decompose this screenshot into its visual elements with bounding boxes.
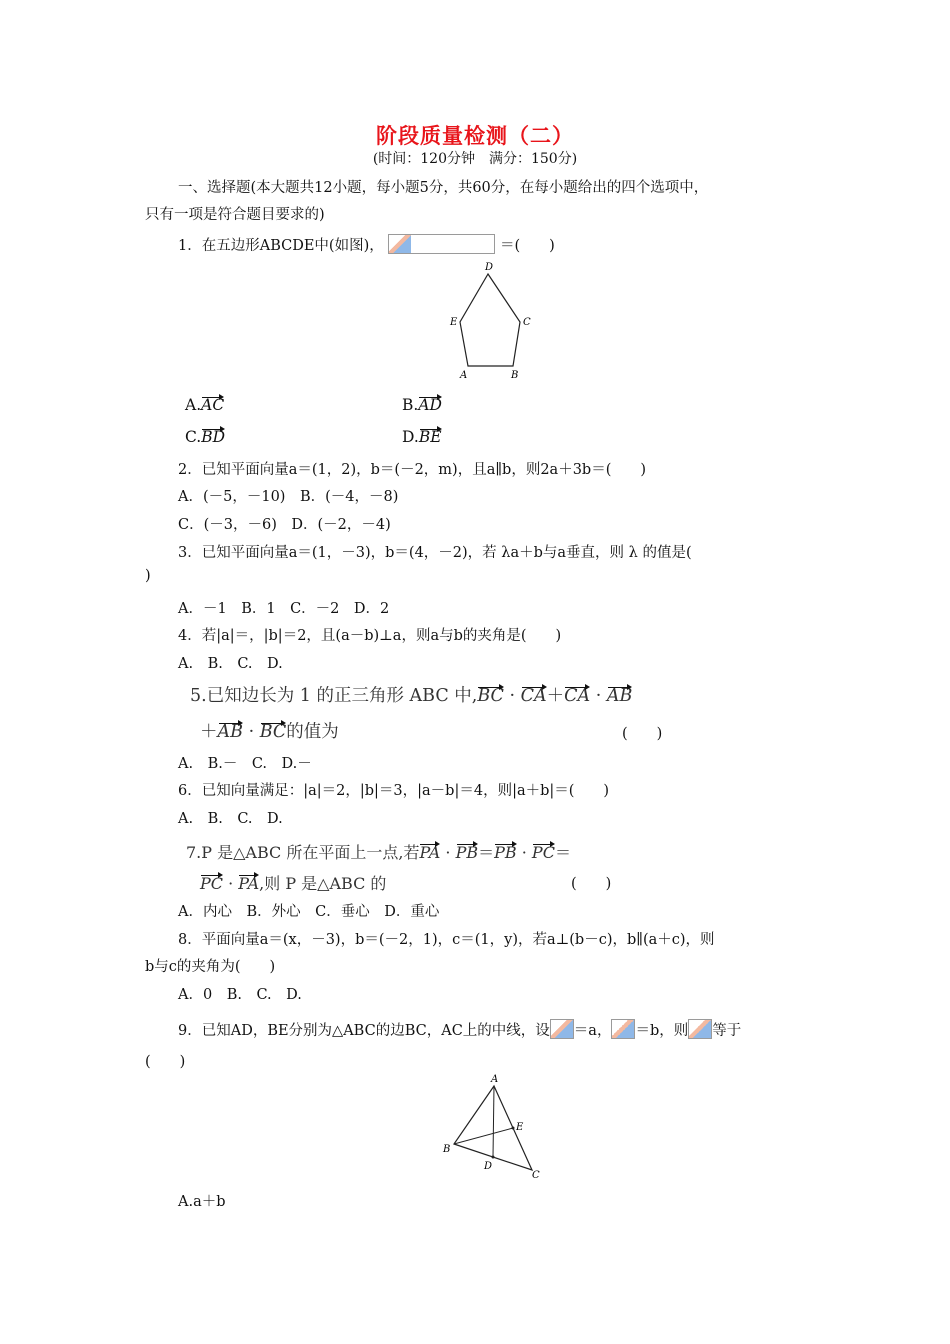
broken-image-icon [688, 1019, 712, 1039]
q7-eq-2: ＝ [554, 843, 571, 862]
pentagon-label-b: B [511, 370, 519, 381]
q1-option-b-vector: AD [418, 396, 442, 414]
point-e [512, 1127, 515, 1130]
q1-option-d-label: D. [402, 428, 419, 446]
q5-vector-6: BC [259, 722, 287, 742]
question-9-stem [178, 1019, 741, 1040]
q7-vector-1: PA [419, 843, 441, 862]
question-5-stem-cont [200, 718, 339, 743]
q1-option-a-label: A. [185, 396, 202, 414]
q1-option-a-vector: AC [201, 396, 225, 414]
question-7-options: A．内心 B．外心 C．垂心 D．重心 [178, 904, 440, 920]
q5-plus-1: ＋ [546, 686, 565, 706]
q7-text-2: ,则 P 是△ABC 的 [259, 874, 387, 893]
question-3-stem: 3．已知平面向量a＝(1，－3)，b＝(4，－2)，若 λa＋b与a垂直，则 λ 的值是( [178, 545, 692, 561]
q7-vector-2: PB [455, 843, 479, 862]
q7-vector-3: PB [494, 843, 517, 862]
question-7-stem [186, 840, 571, 863]
question-3-stem-cont: ) [145, 568, 151, 584]
q9-text-4: 等于 [712, 1023, 742, 1039]
q7-vector-5: PC [200, 874, 224, 893]
q1-option-d-vector: BE [418, 428, 442, 446]
q5-vector-3: CA [564, 686, 591, 706]
broken-image-icon [611, 1019, 635, 1039]
broken-image-icon [550, 1019, 574, 1039]
q1-option-d [402, 428, 442, 446]
q1-option-c-label: C. [185, 428, 202, 446]
q5-dot-2: · [590, 686, 607, 706]
triangle-label-c: C [532, 1170, 540, 1181]
question-5-options: A. B.－ C. D.－ [178, 756, 312, 772]
question-9-option-a: A.a＋b [178, 1194, 226, 1210]
pentagon-label-c: C [523, 317, 531, 328]
q5-text-1: 5.已知边长为 1 的正三角形 ABC 中, [190, 686, 478, 706]
pentagon-label-d: D [485, 262, 494, 273]
q9-text-2: ＝a， [573, 1023, 612, 1039]
median-ad [493, 1086, 494, 1157]
q5-dot-1: · [503, 686, 521, 706]
q7-eq-1: ＝ [478, 843, 495, 862]
pentagon-shape [460, 274, 520, 366]
q7-text-1: 7.P 是△ABC 所在平面上一点,若 [186, 843, 420, 862]
page-subtitle: (时间：120分钟 满分：150分) [372, 151, 578, 167]
question-7-stem-cont [200, 871, 386, 894]
point-d [492, 1156, 495, 1159]
q7-vector-4: PC [531, 843, 555, 862]
q1-suffix: ＝( ) [499, 238, 555, 254]
q7-dot-1: · [440, 843, 456, 862]
question-4-stem: 4．若|a|＝，|b|＝2，且(a－b)⊥a，则a与b的夹角是( ) [178, 628, 562, 644]
section-intro-line1: 一、选择题(本大题共12小题，每小题5分，共60分，在每小题给出的四个选项中， [178, 180, 709, 196]
triangle-figure [438, 1072, 548, 1184]
q7-vector-6: PA [238, 874, 260, 893]
q5-vector-5: AB [217, 722, 243, 742]
question-4-options: A. B. C. D. [178, 656, 283, 672]
triangle-label-d: D [484, 1161, 493, 1172]
broken-image-icon [388, 234, 495, 254]
question-8-stem: 8．平面向量a＝(x，－3)，b＝(－2，1)，c＝(1，y)，若a⊥(b－c)，b∥(a＋c)，则 [178, 932, 715, 948]
pentagon-figure [440, 258, 540, 383]
q1-prefix: 1．在五边形ABCDE中(如图)， [178, 238, 384, 254]
question-6-stem: 6．已知向量满足：|a|＝2，|b|＝3，|a－b|＝4，则|a＋b|＝( ) [178, 783, 610, 799]
question-5-answer-paren: ( ) [622, 726, 663, 742]
q1-option-b [402, 396, 442, 414]
question-8-options: A．0 B. C. D. [178, 987, 302, 1003]
section-intro-line2: 只有一项是符合题目要求的) [145, 207, 325, 223]
page-title: 阶段质量检测（二） [376, 123, 574, 148]
q9-text-3: ＝b，则 [635, 1023, 689, 1039]
question-9-stem-cont: ( ) [145, 1054, 186, 1070]
q5-vector-1: BC [477, 686, 504, 706]
question-3-options: A．－1 B．1 C．－2 D．2 [178, 601, 390, 617]
triangle-label-a: A [491, 1074, 499, 1085]
question-2-options-1: A．(－5，－10) B．(－4，－8) [178, 489, 399, 505]
question-2-options-2: C．(－3，－6) D．(－2，－4) [178, 517, 391, 533]
q5-vector-2: CA [520, 686, 547, 706]
q7-dot-2: · [516, 843, 532, 862]
q5-dot-3: · [243, 722, 260, 742]
q1-option-b-label: B. [402, 396, 419, 414]
q1-option-c [185, 428, 225, 446]
question-8-stem-cont: b与c的夹角为( ) [145, 959, 276, 975]
triangle-label-b: B [443, 1144, 451, 1155]
q5-plus-2: ＋ [200, 722, 218, 742]
q7-dot-3: · [223, 874, 239, 893]
question-5-stem [190, 682, 632, 707]
question-1-stem [178, 234, 555, 255]
triangle-label-e: E [516, 1122, 524, 1133]
pentagon-label-e: E [450, 317, 458, 328]
q1-option-a [185, 396, 224, 414]
q1-option-c-vector: BD [201, 428, 226, 446]
question-6-options: A. B. C. D. [178, 811, 283, 827]
q9-text-1: 9．已知AD，BE分别为△ABC的边BC，AC上的中线，设 [178, 1023, 550, 1039]
question-2-stem: 2．已知平面向量a＝(1，2)，b＝(－2，m)，且a∥b，则2a＋3b＝( ) [178, 462, 647, 478]
question-7-answer-paren: ( ) [571, 876, 612, 892]
q5-vector-4: AB [606, 686, 633, 706]
pentagon-label-a: A [460, 370, 468, 381]
q5-text-2: 的值为 [286, 722, 339, 742]
